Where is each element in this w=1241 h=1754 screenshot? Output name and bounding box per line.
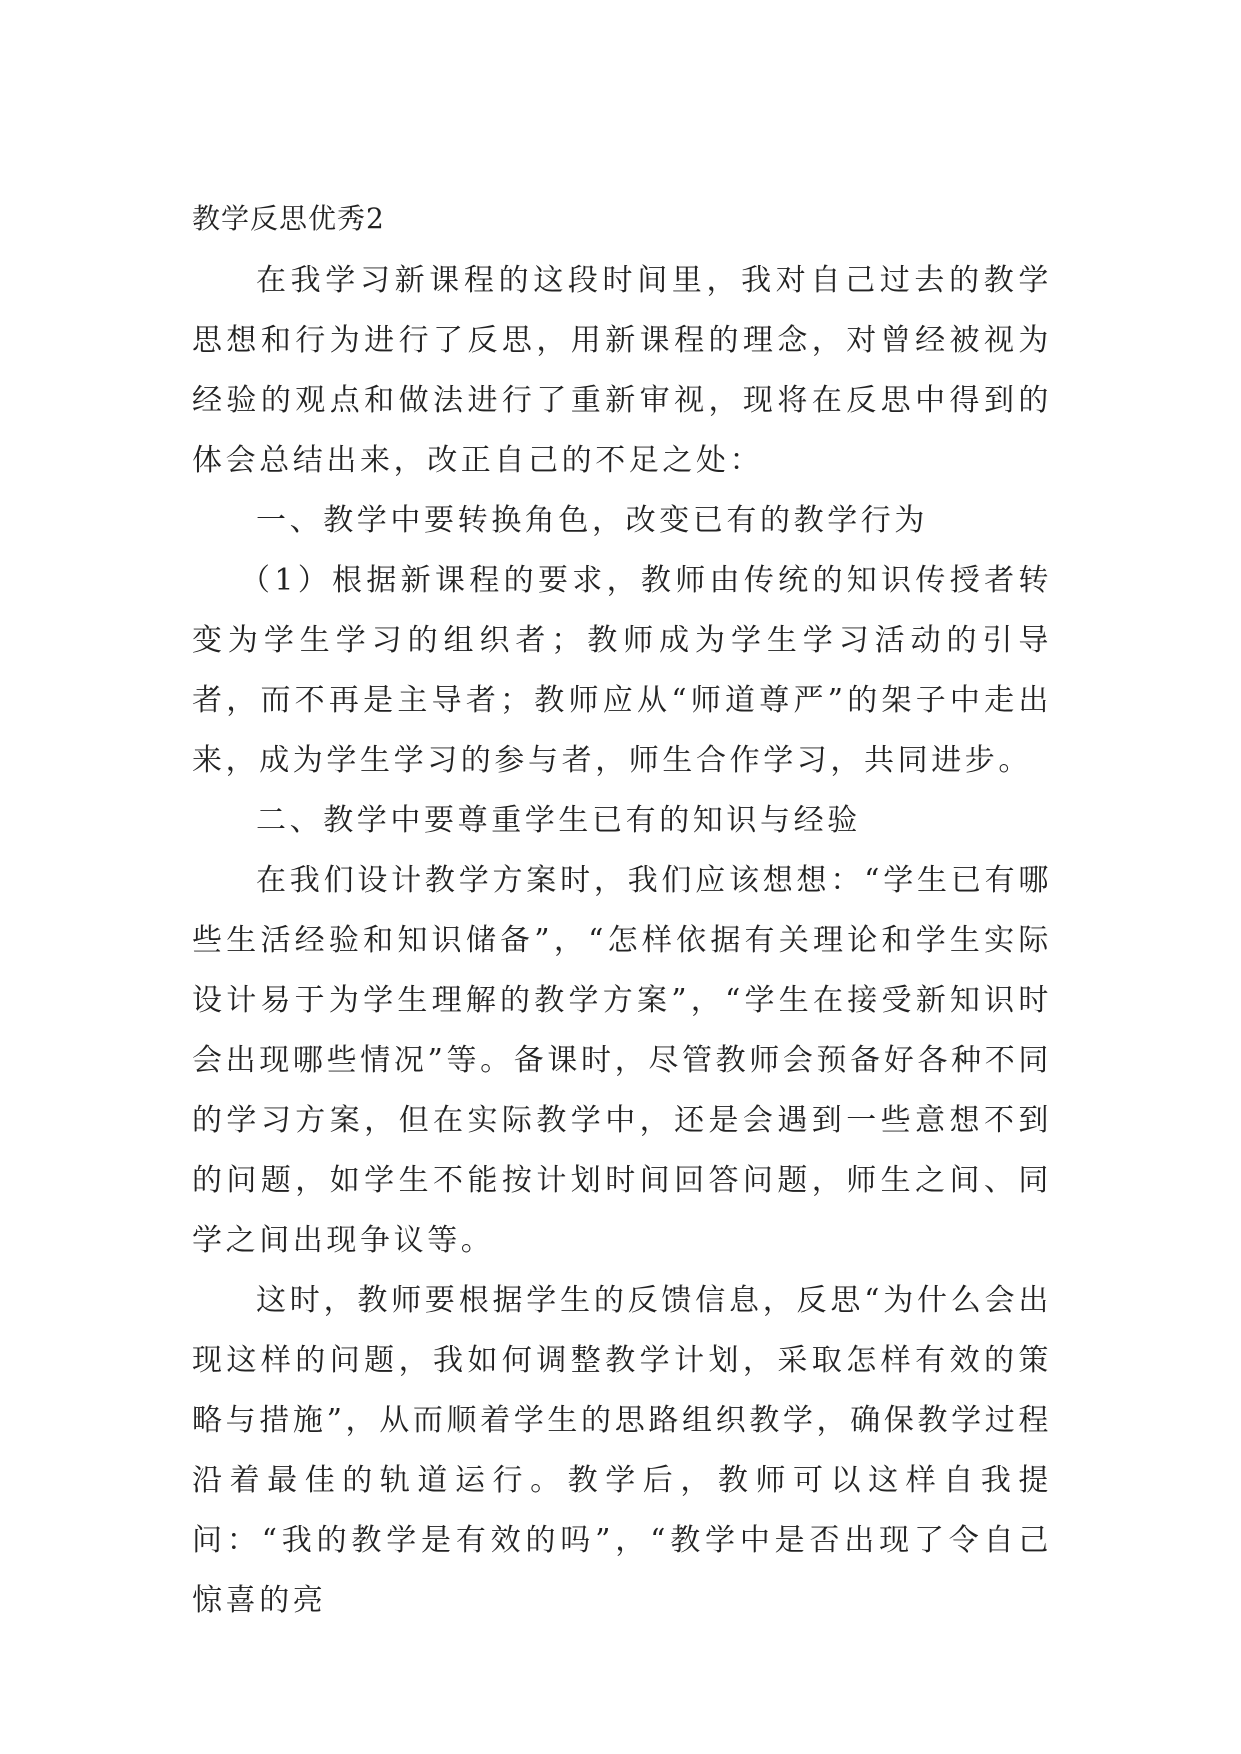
point-1-paragraph: （1）根据新课程的要求，教师由传统的知识传授者转变为学生学习的组织者；教师成为学生学习活动的引导者，而不再是主导者；教师应从“师道尊严”的架子中走出来，成为学生学习的参与者，师生合作学习，共同进步。 xyxy=(192,563,1052,778)
document-title: 教学反思优秀2 xyxy=(192,202,385,235)
intro-paragraph: 在我学习新课程的这段时间里，我对自己过去的教学思想和行为进行了反思，用新课程的理念，对曾经被视为经验的观点和做法进行了重新审视，现将在反思中得到的体会总结出来，改正自己的不足之处： xyxy=(192,263,1052,478)
lesson-design-paragraph: 在我们设计教学方案时，我们应该想想：“学生已有哪些生活经验和知识储备”，“怎样依据有关理论和学生实际设计易于为学生理解的教学方案”，“学生在接受新知识时会出现哪些情况”等。备课时，尽管教师会预备好各种不同的学习方案，但在实际教学中，还是会遇到一些意想不到的问题，如学生不能按计划时间回答问题，师生之间、同学之间出现争议等。 xyxy=(192,863,1052,1258)
reflection-paragraph: 这时，教师要根据学生的反馈信息，反思“为什么会出现这样的问题，我如何调整教学计划，采取怎样有效的策略与措施”，从而顺着学生的思路组织教学，确保教学过程沿着最佳的轨道运行。教学后，教师可以这样自我提问：“我的教学是有效的吗”，“教学中是否出现了令自己惊喜的亮 xyxy=(192,1283,1052,1618)
document-body xyxy=(192,196,1052,1631)
section-heading-1: 一、教学中要转换角色，改变已有的教学行为 xyxy=(256,503,928,538)
section-heading-2: 二、教学中要尊重学生已有的知识与经验 xyxy=(256,803,861,838)
